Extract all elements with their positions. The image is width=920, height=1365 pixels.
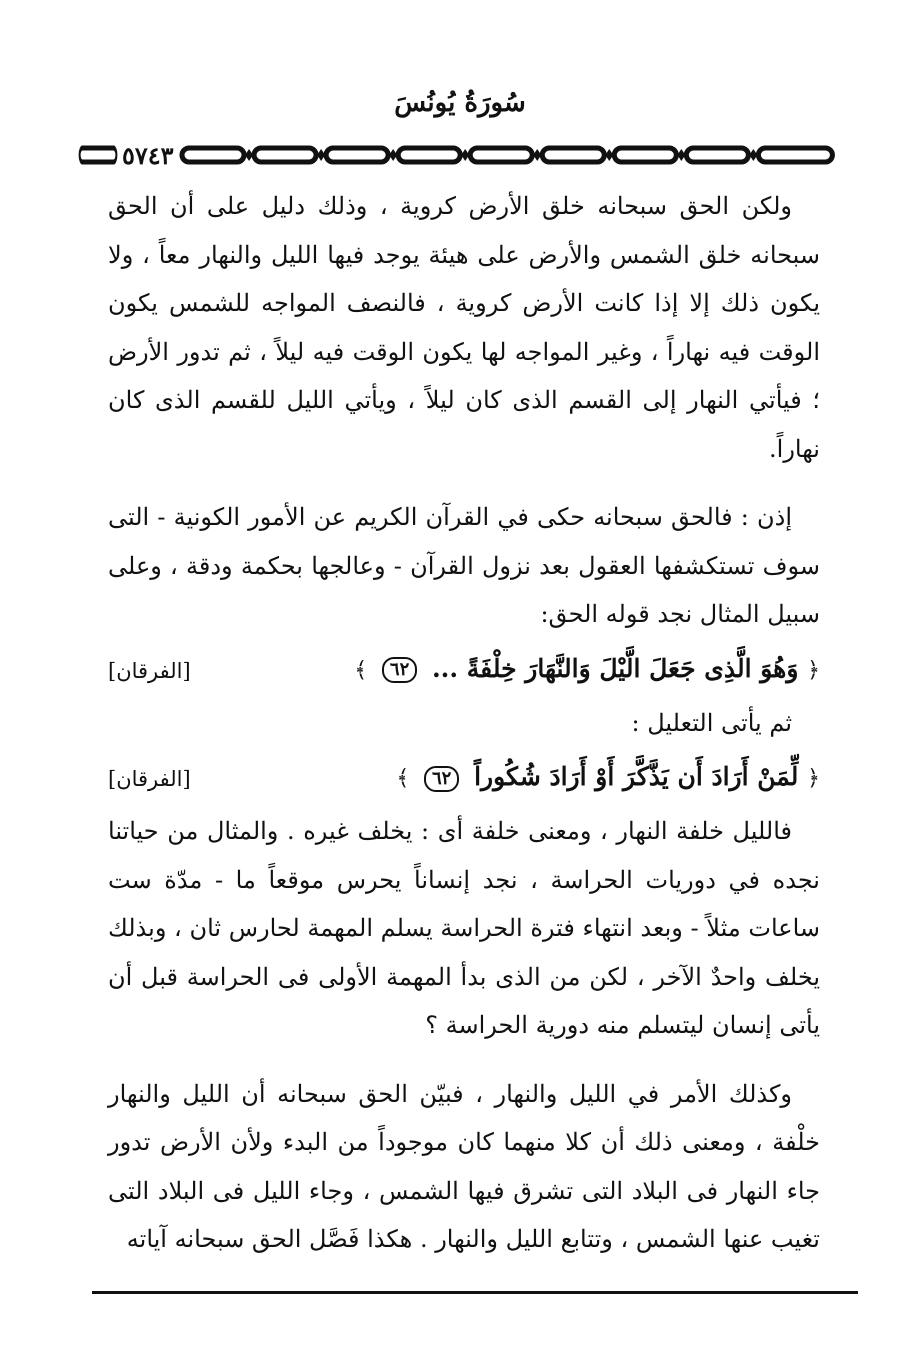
verse-close-bracket: ﴾ bbox=[354, 657, 368, 683]
verse-number-badge: ٦٢ bbox=[424, 766, 459, 792]
verse-close-bracket: ﴾ bbox=[396, 766, 410, 791]
surah-reference: [الفرقان] bbox=[108, 658, 191, 683]
verse-text-1 bbox=[354, 645, 820, 696]
surah-reference: [الفرقان] bbox=[108, 767, 191, 791]
verse-text-2 bbox=[396, 753, 820, 804]
verse-open-bracket: ﴿ bbox=[807, 657, 820, 683]
ornament-chain bbox=[178, 140, 838, 170]
verse-open-bracket: ﴿ bbox=[807, 766, 820, 791]
surah-title: سُورَةُ يُونُسَ bbox=[394, 88, 526, 118]
verse-row-2 bbox=[108, 747, 820, 807]
verse-body: وَهُوَ الَّذِى جَعَلَ الَّيْلَ وَالنَّهَارَ خِلْفَةً ... bbox=[431, 653, 799, 683]
page-body bbox=[108, 182, 820, 1264]
page-number: ٥٧٤٣ bbox=[122, 140, 174, 170]
verse-number-badge: ٦٢ bbox=[382, 657, 417, 683]
paragraph-2: إذن : فالحق سبحانه حكى في القرآن الكريم عن الأمور الكونية - التى سوف تستكشفها العقول بعد نزول القرآن - وعالجها بحكمة ودقة ، وعلى سبيل المثال نجد قوله الحق: bbox=[108, 503, 820, 628]
paragraph-5: وكذلك الأمر في الليل والنهار ، فبيّن الحق سبحانه أن الليل والنهار خلْفة ، ومعنى ذلك أن كلا منهما كان موجوداً من البدء ولأن الأرض تدور جاء النهار فى البلاد التى تشرق فيها الشمس ، وجاء الليل فى البلاد التى تغيب عنها الشمس ، وتتابع الليل والنهار . هكذا فَصَّل الحق سبحانه آياته bbox=[108, 1079, 820, 1253]
bottom-rule bbox=[92, 1291, 858, 1294]
paragraph-1: ولكن الحق سبحانه خلق الأرض كروية ، وذلك دليل على أن الحق سبحانه خلق الشمس والأرض على هيئة يوجد فيها الليل والنهار معاً ، ولا يكون ذلك إلا إذا كانت الأرض كروية ، فالنصف المواجه للشمس يكون الوقت فيه نهاراً ، وغير المواجه لها يكون الوقت فيه ليلاً ، ثم تدور الأرض ؛ فيأتي النهار إلى القسم الذى كان ليلاً ، ويأتي الليل للقسم الذى كان نهاراً. bbox=[108, 192, 820, 463]
paragraph-4: فالليل خلفة النهار ، ومعنى خلفة أى : يخلف غيره . والمثال من حياتنا نجده في دوريات الحراسة ، نجد إنساناً يحرس موقعاً ما - مدّة ست ساعات مثلاً - وبعد انتهاء فترة الحراسة يسلم المهمة لحارس ثان ، وبذلك يخلف واحدٌ الآخر ، لكن من الذى بدأ المهمة الأولى فى الحراسة قبل أن يأتى إنسان ليتسلم منه دورية الحراسة ؟ bbox=[108, 817, 821, 1039]
verse-row-1 bbox=[108, 639, 820, 699]
header-ornament-rule bbox=[78, 140, 838, 170]
paragraph-3: ثم يأتى التعليل : bbox=[631, 708, 792, 737]
ornament-chain-left bbox=[78, 140, 118, 170]
verse-body: لِّمَنْ أَرَادَ أَن يَذَّكَّرَ أَوْ أَرَادَ شُكُوراً bbox=[474, 762, 799, 791]
